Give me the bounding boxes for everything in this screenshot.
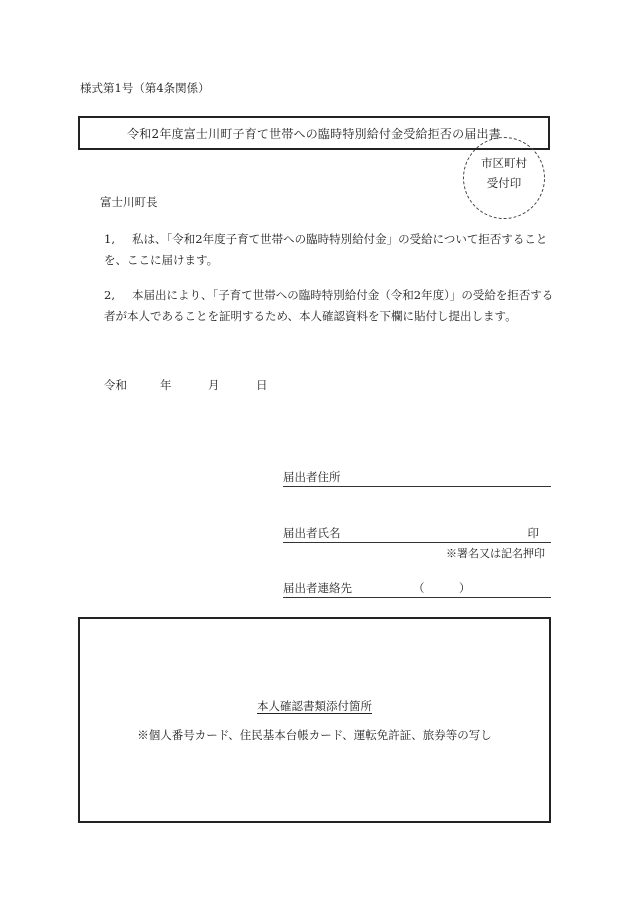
contact-area-code-parentheses: （ ） <box>413 581 471 595</box>
reception-stamp-label-1: 市区町村 <box>481 156 527 170</box>
paragraph-number: 2, <box>104 288 115 302</box>
form-number: 様式第1号（第4条関係） <box>80 81 210 95</box>
address-label: 届出者住所 <box>283 470 341 484</box>
paragraph-text: 本届出により、「子育て世帯への臨時特別給付金（令和2年度）」の受給を拒否する者が本人であることを証明するため、本人確認資料を下欄に貼付し提出します。 <box>104 288 554 323</box>
date-day: 日 <box>256 378 268 392</box>
name-field[interactable] <box>283 525 551 543</box>
document-title: 令和2年度富士川町子育て世帯への臨時特別給付金受給拒否の届出書 <box>127 126 501 141</box>
statement-paragraph-1 <box>104 229 556 271</box>
date-year: 年 <box>160 378 172 392</box>
paragraph-number: 1, <box>104 232 115 246</box>
date-row <box>104 377 268 393</box>
reception-stamp-label-2: 受付印 <box>486 176 522 190</box>
statement-paragraph-2 <box>104 285 556 327</box>
paragraph-text: 私は、「令和2年度子育て世帯への臨時特別給付金」の受給について拒否することを、ここに届けます。 <box>104 232 548 267</box>
date-era: 令和 <box>104 378 127 392</box>
contact-label: 届出者連絡先 <box>283 581 352 595</box>
date-month: 月 <box>208 378 220 392</box>
attachment-title: 本人確認書類添付箇所 <box>257 699 372 713</box>
name-label: 届出者氏名 <box>283 526 341 540</box>
id-document-attachment-box <box>78 617 551 823</box>
attachment-note: ※個人番号カード、住民基本台帳カード、運転免許証、旅券等の写し <box>137 728 492 742</box>
seal-mark: 印 <box>527 526 539 540</box>
addressee: 富士川町長 <box>100 195 158 209</box>
address-field[interactable] <box>283 469 551 487</box>
signature-note: ※署名又は記名押印 <box>446 547 545 560</box>
contact-field[interactable] <box>283 580 551 598</box>
